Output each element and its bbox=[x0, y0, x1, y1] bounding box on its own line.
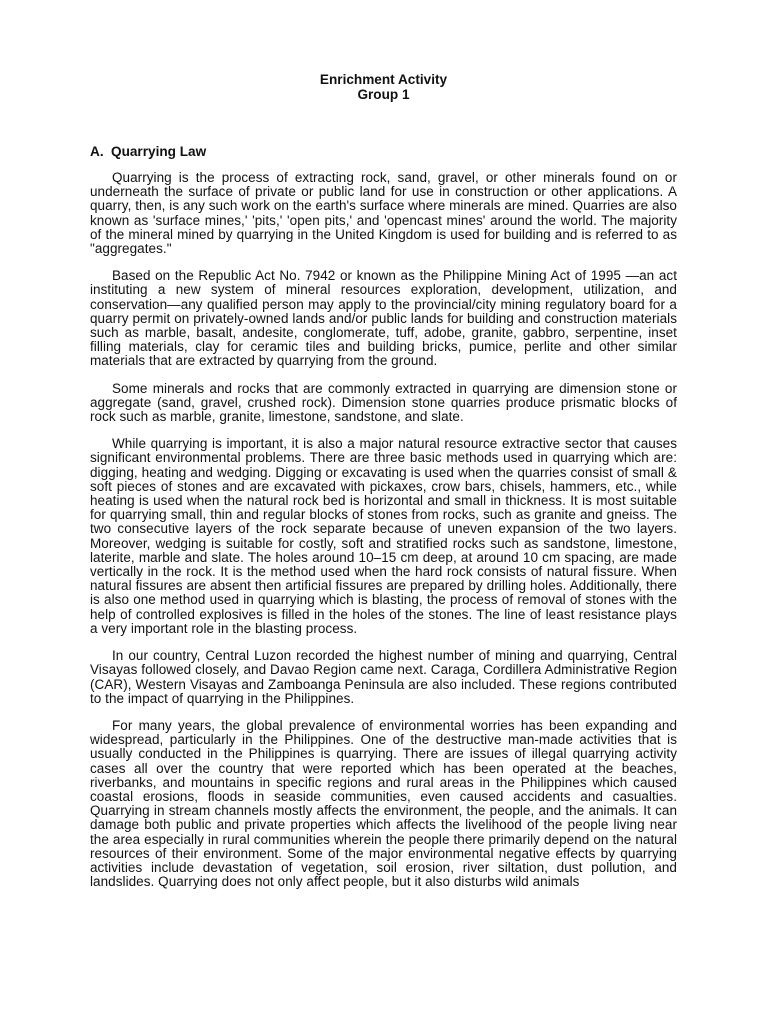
paragraph-impacts: For many years, the global prevalence of environmental worries has been expanding and widespread, particularly in the Philippines. One of the destructive man-made activities that is usually conducted in the Philippines is quarrying. There are issues of illegal quarrying activity cases all over the country that were reported which has been operated at the beaches, riverbanks, and mountains in specific regions and rural areas in the Philippines which caused coastal erosions, floods in seaside communities, even caused accidents and casualties. Quarrying in stream channels mostly affects the environment, the people, and the animals. It can damage both public and private properties which affects the livelihood of the people living near the area especially in rural communities wherein the people there primarily depend on the natural resources of their environment. Some of the major environmental negative effects by quarrying activities include devastation of vegetation, soil erosion, river siltation, dust pollution, and landslides. Quarrying does not only affect people, but it also disturbs wild animals bbox=[90, 717, 677, 890]
paragraph-definition: Quarrying is the process of extracting rock, sand, gravel, or other minerals found on or underneath the surface of private or public land for use in construction or other applications. A quarry, then, is any such work on the earth's surface where minerals are mined. Quarries are also known as 'surface mines,' 'pits,' 'open pits,' and 'opencast mines' around the world. The majority of the mineral mined by quarrying in the United Kingdom is used for building and is referred to as "aggregates." bbox=[90, 170, 677, 257]
section-heading bbox=[90, 144, 677, 159]
document-subtitle: Group 1 bbox=[357, 87, 410, 102]
document-title: Enrichment Activity bbox=[319, 72, 448, 87]
paragraph-minerals: Some minerals and rocks that are commonly extracted in quarrying are dimension stone or aggregate (sand, gravel, crushed rock). Dimension stone quarries produce prismatic blocks of rock such as marble, granite, limestone, sandstone, and slate. bbox=[90, 380, 677, 425]
paragraph-mining-act: Based on the Republic Act No. 7942 or known as the Philippine Mining Act of 1995 —an act instituting a new system of mineral resources exploration, development, utilization, and conservation—any qualified person may apply to the provincial/city mining regulatory board for a quarry permit on privately-owned lands and/or public lands for building and construction materials such as marble, basalt, andesite, conglomerate, tuff, adobe, granite, gabbro, serpentine, inset filling materials, clay for ceramic tiles and building bricks, pumice, perlite and other similar materials that are extracted by quarrying from the ground. bbox=[90, 268, 677, 369]
section-letter: A. bbox=[90, 144, 104, 159]
document-page bbox=[90, 72, 677, 902]
section-heading-text: Quarrying Law bbox=[111, 144, 207, 159]
paragraph-methods: While quarrying is important, it is also a major natural resource extractive sector that causes significant environmental problems. There are three basic methods used in quarrying which are: digging, heating and wedging. Digging or excavating is used when the quarries consist of small & soft pieces of stones and are excavated with pickaxes, crow bars, chisels, hammers, etc., while heating is used when the natural rock bed is horizontal and small in thickness. It is most suitable for quarrying small, thin and regular blocks of stones from rocks, such as granite and gneiss. The two consecutive layers of the rock separate because of uneven expansion of the two layers. Moreover, wedging is suitable for costly, soft and stratified rocks such as sandstone, limestone, laterite, marble and slate. The holes around 10–15 cm deep, at around 10 cm spacing, are made vertically in the rock. It is the method used when the hard rock consists of natural fissure. When natural fissures are absent then artificial fissures are prepared by drilling holes. Additionally, there is also one method used in quarrying which is blasting, the process of removal of stones with the help of controlled explosives is filled in the holes of the stones. The line of least resistance plays a very important role in the blasting process. bbox=[90, 436, 677, 636]
paragraph-regions: In our country, Central Luzon recorded the highest number of mining and quarrying, Central Visayas followed closely, and Davao Region came next. Caraga, Cordillera Administrative Region (CAR), Western Visayas and Zamboanga Peninsula are also included. These regions contributed to the impact of quarrying in the Philippines. bbox=[90, 648, 677, 706]
